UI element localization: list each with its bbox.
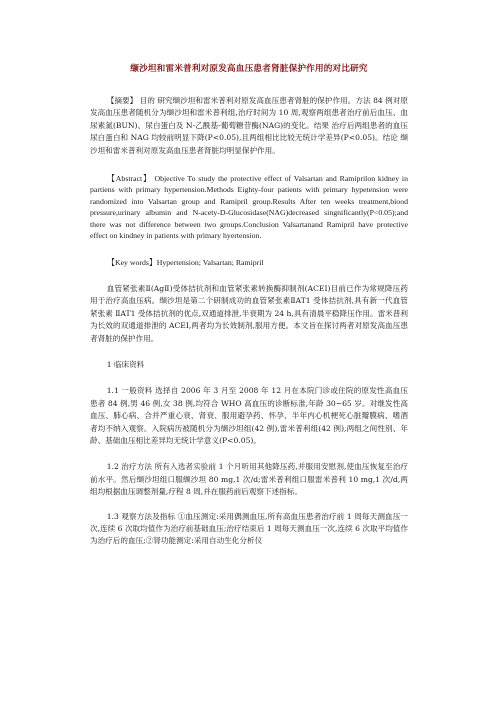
paragraph-1-2: 1.2 治疗方法 所有入选者实验前 1 个月听用其他降压药,并服用安慰剂,使血压恢复至治疗前水平。然后缬沙坦组口服缬沙坦 80 mg,1 次/d;雷米普利组口服雷米普利 10 mg,1 次/d,两组均根据血压调整剂量,疗程 8 周,并在服药前后观察下述指标。 [90,462,408,497]
abstract-chinese [90,95,408,157]
keywords [90,257,408,268]
section-heading-1: 1 临床资料 [106,359,145,369]
abstract-en-label: 【Abstract】 [107,174,152,184]
abstract-cn-label: 【摘要】 [106,96,138,105]
paper-title: 缬沙坦和雷米普利对原发高血压患者肾脏保护作用的对比研究 [130,64,368,74]
article-body [90,62,408,548]
paragraph-1-1: 1.1 一般资料 选择自 2006 年 3 月至 2008 年 12 月在本院门诊或住院的原发性高血压患者 84 例,男 46 例,女 38 例,均符合 WHO 高血压的诊断标准,年龄 30~65 岁。对继发性高血压、肺心病、合并严重心衰、肾衰、服用避孕药、怀孕、半年内心机梗死心脏瓣膜病、嗜酒者均不纳入观察。入院病历被随机分为缬沙坦组(42 例),雷米普利组(42 例),两组之间性别、年龄、基础血压相比差异均无统计学意义(P<0.05)。 [90,386,408,445]
abstract-english [90,173,408,241]
keywords-text: Hypertension; Valsartan; Ramipril [156,258,264,268]
abstract-en-text: Objective To study the protective effect of Valsartan and Ramiprilon kidney in partiens with primary hypertension.Methods Eighty-four patients with primary hypetension were randomized into Valsartan group and Ramipril group.Results After ten weeks treatment,biood pressure,urinary albumin and N-acety-D-Glucosidase(NAG)decreased singnificantly(P<0.05);and there was not difference between two groups.Conclusion Valsartanand Ramipril have protective effect on kindney in patients with primary hyertension. [90,174,408,241]
keywords-label: 【Key words】 [107,258,157,268]
paragraph-1-3: 1.3 观察方法及指标 ①血压测定:采用偶测血压,所有高血压患者治疗前 1 周每天测血压一次,连续 6 次取均值作为治疗前基础血压;治疗结束后 1 周每天测血压一次,连续 6 次取平均值作为治疗后的血压;②肾功能测定:采用自动生化分析仪 [90,511,408,546]
intro-paragraph: 血管紧张素Ⅱ(AgⅡ)受体拮抗剂和血管紧张素转换酶抑制剂(ACEI)目前已作为常规降压药用于治疗高血压病。缬沙坦是第二个研制成功的血管紧张素ⅡAT1 受体拮抗剂,具有新一代血管紧张素 ⅡAT1 受体拮抗剂的优点,双通道排泄,半衰期为 24 h,具有清晨平稳降压作用。雷米普利为长效的双通道排泄的 ACEI,两者均为长效制剂,服用方便。本文旨在探讨两者对原发高血压患者肾脏的保护作用。 [90,283,408,343]
abstract-cn-text: 目的 研究缬沙坦和雷米普利对原发高血压患者肾脏的保护作用。方法 84 例对原发高血压患者随机分为缬沙坦和雷米普利组,治疗时间为 10 周,观察两组患者治疗前后血压、血尿素氮(BUN)、尿白蛋白及 N-乙酰基-葡萄糖苷酶(NAG)的变化。结果 治疗后两组患者的血压尿白蛋白和 NAG 均较前明显下降(P<0.05),且两组相比比较无统计学差异(P<0.05)。结论 缬沙坦和雷米普利对原发高血压患者肾脏均明显保护作用。 [90,96,408,155]
